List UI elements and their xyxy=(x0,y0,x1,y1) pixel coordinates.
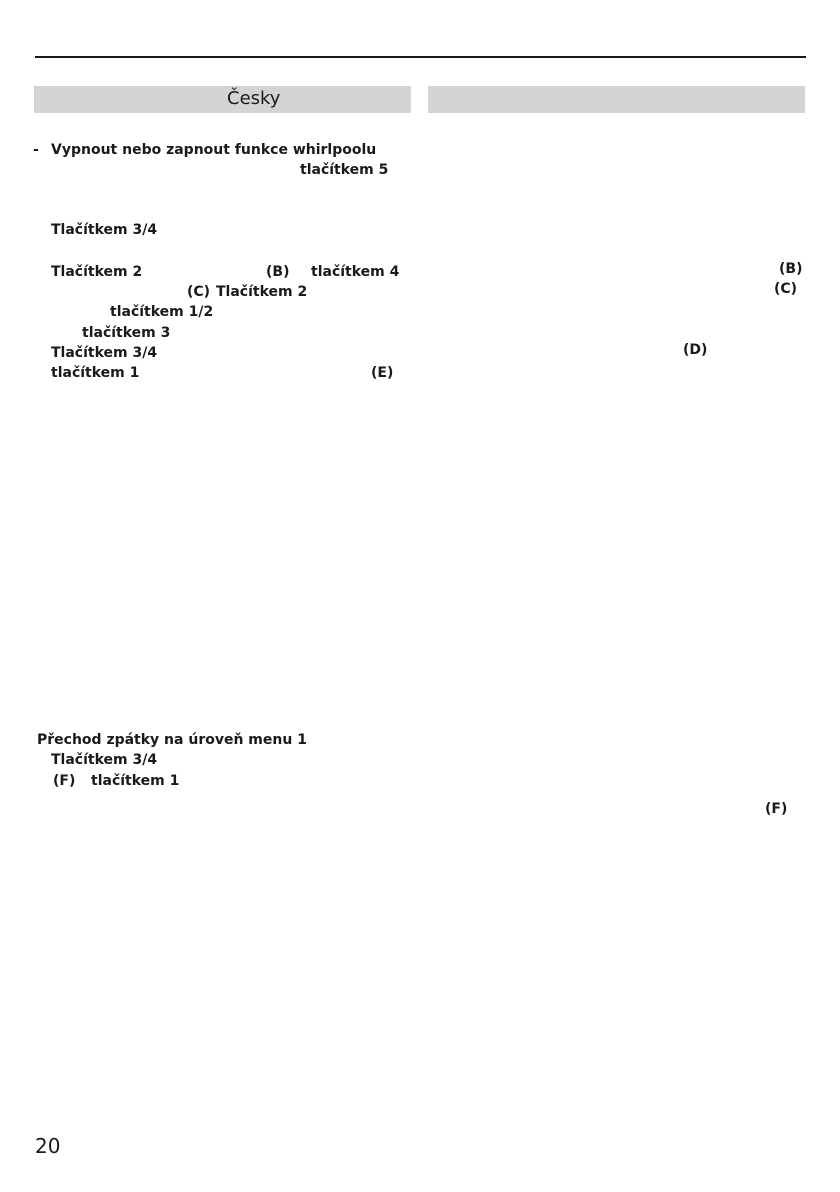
left-column-header xyxy=(34,86,411,113)
page-number: 20 xyxy=(35,1134,61,1158)
list-dash: - xyxy=(33,142,39,158)
button-ref: Tlačítkem 3/4 xyxy=(51,345,158,361)
language-label: Česky xyxy=(227,88,281,109)
figure-ref: (D) xyxy=(683,342,708,358)
button-ref: tlačítkem 3 xyxy=(82,325,171,341)
button-ref: Tlačítkem 2 xyxy=(51,264,143,280)
button-ref: Tlačítkem 3/4 xyxy=(51,752,158,768)
figure-ref: (F) xyxy=(765,801,788,817)
figure-ref: (E) xyxy=(371,365,394,381)
button-ref: tlačítkem 1/2 xyxy=(110,304,214,320)
figure-ref: (B) xyxy=(779,261,803,277)
button-ref: tlačítkem 4 xyxy=(311,264,400,280)
section-heading: Vypnout nebo zapnout funkce whirlpoolu xyxy=(51,142,377,158)
figure-ref: (B) xyxy=(266,264,290,280)
button-ref: Tlačítkem 2 xyxy=(216,284,308,300)
button-ref: tlačítkem 5 xyxy=(300,162,389,178)
button-ref: tlačítkem 1 xyxy=(91,773,180,789)
sub-heading: Přechod zpátky na úroveň menu 1 xyxy=(37,732,307,748)
button-ref: tlačítkem 1 xyxy=(51,365,140,381)
figure-ref: (C) xyxy=(774,281,798,297)
top-rule xyxy=(35,56,806,58)
right-column-header xyxy=(428,86,805,113)
figure-ref: (C) xyxy=(187,284,211,300)
button-ref: Tlačítkem 3/4 xyxy=(51,222,158,238)
figure-ref: (F) xyxy=(53,773,76,789)
